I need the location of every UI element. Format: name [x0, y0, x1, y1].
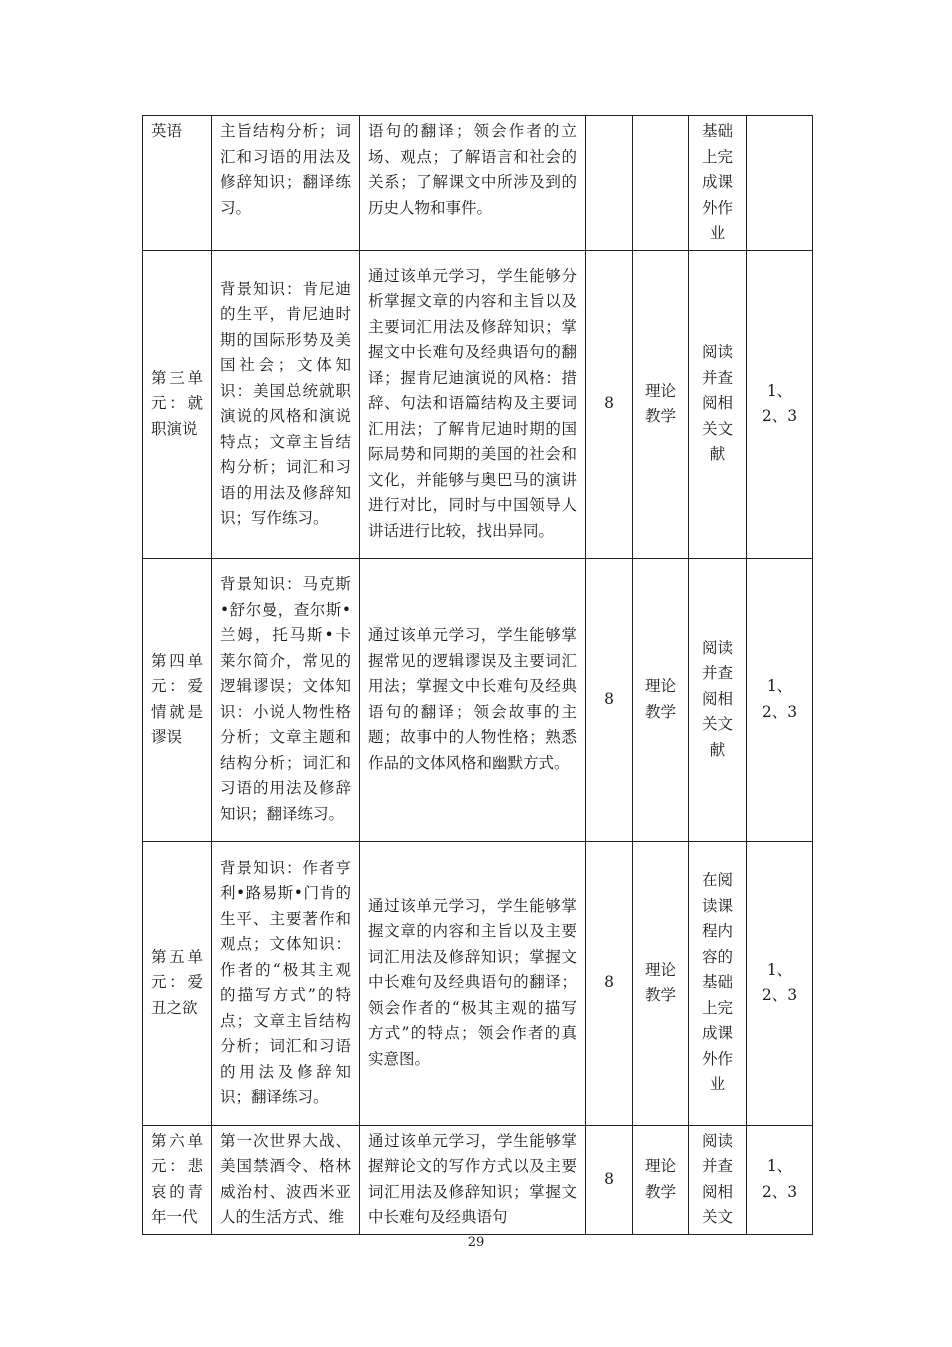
hours-cell: 8 [586, 1125, 633, 1234]
objectives-cell: 通过该单元学习，学生能够掌握辩论文的写作方式以及主要词汇用法及修辞知识；掌握文中长难句及经典语句 [360, 1125, 586, 1234]
page-number: 29 [467, 1235, 485, 1250]
table-row [143, 841, 813, 1125]
homework-cell: 基础上完成课外作业 [689, 116, 747, 251]
homework-cell: 阅读并查阅相关文 [689, 1125, 747, 1234]
refs-cell: 1、2、3 [747, 558, 813, 841]
table-row [143, 250, 813, 558]
table-row [143, 558, 813, 841]
unit-cell: 第四单元：爱情就是谬误 [143, 558, 212, 841]
method-cell: 理论教学 [633, 558, 689, 841]
unit-cell: 第六单元：悲哀的青年一代 [143, 1125, 212, 1234]
method-cell: 理论教学 [633, 841, 689, 1125]
method-cell [633, 116, 689, 251]
content-cell: 背景知识：肯尼迪的生平，肯尼迪时期的国际形势及美国社会；文体知识：美国总统就职演说的风格和演说特点；文章主旨结构分析；词汇和习语的用法及修辞知识；写作练习。 [212, 250, 360, 558]
hours-cell: 8 [586, 250, 633, 558]
homework-cell: 阅读并查阅相关文献 [689, 558, 747, 841]
unit-cell: 英语 [143, 116, 212, 251]
refs-cell: 1、2、3 [747, 1125, 813, 1234]
homework-cell: 阅读并查阅相关文献 [689, 250, 747, 558]
method-cell: 理论教学 [633, 250, 689, 558]
content-cell: 第一次世界大战、美国禁酒令、格林威治村、波西米亚人的生活方式、维 [212, 1125, 360, 1234]
objectives-cell: 通过该单元学习，学生能够掌握常见的逻辑谬误及主要词汇用法；掌握文中长难句及经典语句的翻译；领会故事的主题；故事中的人物性格；熟悉作品的文体风格和幽默方式。 [360, 558, 586, 841]
objectives-cell: 通过该单元学习，学生能够分析掌握文章的内容和主旨以及主要词汇用法及修辞知识；掌握文中长难句及经典语句的翻译；握肯尼迪演说的风格：措辞、句法和语篇结构及主要词汇用法；了解肯尼迪时期的国际局势和同期的美国的社会和文化，并能够与奥巴马的演讲进行对比，同时与中国领导人讲话进行比较，找出异同。 [360, 250, 586, 558]
table-row [143, 116, 813, 251]
refs-cell: 1、2、3 [747, 250, 813, 558]
objectives-cell: 通过该单元学习，学生能够掌握文章的内容和主旨以及主要词汇用法及修辞知识；掌握文中长难句及经典语句的翻译；领会作者的“极其主观的描写方式”的特点；领会作者的真实意图。 [360, 841, 586, 1125]
objectives-cell: 语句的翻译；领会作者的立场、观点；了解语言和社会的关系；了解课文中所涉及到的历史人物和事件。 [360, 116, 586, 251]
hours-cell: 8 [586, 841, 633, 1125]
hours-cell: 8 [586, 558, 633, 841]
method-cell: 理论教学 [633, 1125, 689, 1234]
hours-cell [586, 116, 633, 251]
unit-cell: 第三单元：就职演说 [143, 250, 212, 558]
content-cell: 背景知识：马克斯•舒尔曼，查尔斯•兰姆，托马斯•卡莱尔简介，常见的逻辑谬误；文体知识：小说人物性格分析；文章主题和结构分析；词汇和习语的用法及修辞知识；翻译练习。 [212, 558, 360, 841]
content-cell: 背景知识：作者亨利•路易斯•门肯的生平、主要著作和观点；文体知识：作者的“极其主观的描写方式”的特点；文章主旨结构分析；词汇和习语的用法及修辞知识；翻译练习。 [212, 841, 360, 1125]
content-cell: 主旨结构分析；词汇和习语的用法及修辞知识；翻译练习。 [212, 116, 360, 251]
unit-cell: 第五单元：爱丑之欲 [143, 841, 212, 1125]
refs-cell: 1、2、3 [747, 841, 813, 1125]
table-row [143, 1125, 813, 1234]
refs-cell [747, 116, 813, 251]
syllabus-table [142, 115, 813, 1235]
homework-cell: 在阅读课程内容的基础上完成课外作业 [689, 841, 747, 1125]
